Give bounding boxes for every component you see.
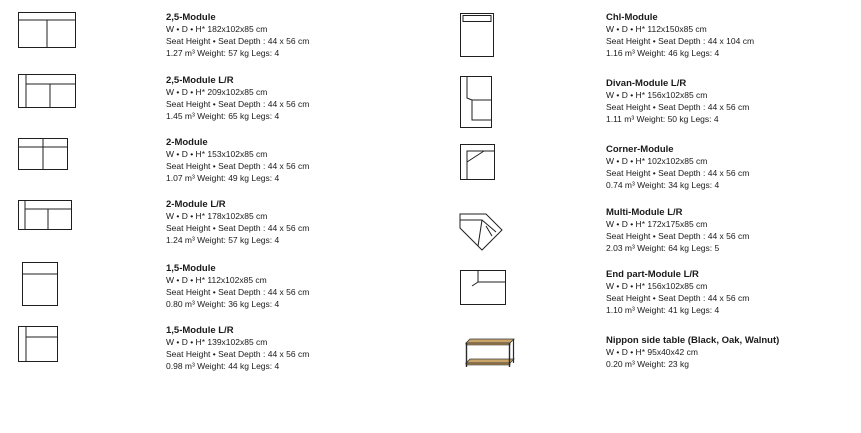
chaise-module-icon — [460, 13, 494, 57]
module-meta: 1.45 m³ Weight: 65 kg Legs: 4 — [166, 111, 280, 121]
module-dimensions: W • D • H* 156x102x85 cm — [606, 281, 708, 291]
module-seat: Seat Height • Seat Depth : 44 x 56 cm — [166, 287, 310, 297]
module-meta: 0.80 m³ Weight: 36 kg Legs: 4 — [166, 299, 280, 309]
module-meta: 1.27 m³ Weight: 57 kg Legs: 4 — [166, 48, 280, 58]
corner-module-icon — [460, 144, 495, 180]
module-name: 2,5-Module — [166, 12, 216, 23]
divan-module-icon — [460, 76, 492, 128]
module-name: Nippon side table (Black, Oak, Walnut) — [606, 335, 780, 346]
module-meta: 1.07 m³ Weight: 49 kg Legs: 4 — [166, 173, 280, 183]
module-dimensions: W • D • H* 95x40x42 cm — [606, 347, 698, 357]
module-seat: Seat Height • Seat Depth : 44 x 56 cm — [166, 36, 310, 46]
module-seat: Seat Height • Seat Depth : 44 x 56 cm — [606, 231, 750, 241]
module-entry — [440, 0, 861, 66]
module-seat: Seat Height • Seat Depth : 44 x 56 cm — [606, 168, 750, 178]
module-name: 2-Module — [166, 137, 208, 148]
module-dimensions: W • D • H* 102x102x85 cm — [606, 156, 708, 166]
module-name: Divan-Module L/R — [606, 78, 687, 89]
side-table-icon — [462, 337, 516, 369]
sofa-1-5-module-lr-icon — [18, 326, 58, 362]
module-meta: 1.10 m³ Weight: 41 kg Legs: 4 — [606, 305, 720, 315]
module-entry — [440, 264, 861, 330]
module-dimensions: W • D • H* 209x102x85 cm — [166, 87, 268, 97]
module-meta: 1.11 m³ Weight: 50 kg Legs: 4 — [606, 114, 719, 124]
module-dimensions: W • D • H* 139x102x85 cm — [166, 337, 268, 347]
module-dimensions: W • D • H* 112x150x85 cm — [606, 24, 707, 34]
end-part-module-icon — [460, 270, 506, 305]
module-entry — [0, 62, 430, 124]
module-seat: Seat Height • Seat Depth : 44 x 56 cm — [606, 293, 750, 303]
module-entry — [440, 66, 861, 132]
module-entry — [0, 312, 430, 374]
module-seat: Seat Height • Seat Depth : 44 x 56 cm — [606, 102, 750, 112]
module-seat: Seat Height • Seat Depth : 44 x 56 cm — [166, 223, 310, 233]
module-dimensions: W • D • H* 172x175x85 cm — [606, 219, 708, 229]
sofa-2-5-module-lr-icon — [18, 74, 76, 108]
module-name: 2-Module L/R — [166, 199, 226, 210]
sofa-2-5-module-icon — [18, 12, 76, 48]
module-meta: 1.24 m³ Weight: 57 kg Legs: 4 — [166, 235, 280, 245]
module-seat: Seat Height • Seat Depth : 44 x 56 cm — [166, 99, 310, 109]
module-dimensions: W • D • H* 112x102x85 cm — [166, 275, 267, 285]
module-dimensions: W • D • H* 156x102x85 cm — [606, 90, 708, 100]
module-meta: 0.74 m³ Weight: 34 kg Legs: 4 — [606, 180, 720, 190]
sofa-2-module-lr-icon — [18, 200, 72, 230]
module-entry — [440, 198, 861, 264]
module-entry — [0, 186, 430, 248]
module-name: Corner-Module — [606, 144, 674, 155]
sofa-2-module-icon — [18, 138, 68, 170]
module-dimensions: W • D • H* 178x102x85 cm — [166, 211, 268, 221]
module-entry — [440, 132, 861, 198]
module-entry — [0, 124, 430, 186]
module-name: 2,5-Module L/R — [166, 75, 234, 86]
module-entry — [0, 0, 430, 62]
module-seat: Seat Height • Seat Depth : 44 x 56 cm — [166, 349, 310, 359]
module-name: 1,5-Module — [166, 263, 216, 274]
module-meta: 2.03 m³ Weight: 64 kg Legs: 5 — [606, 243, 720, 253]
multi-module-icon — [458, 206, 504, 252]
module-dimensions: W • D • H* 182x102x85 cm — [166, 24, 268, 34]
sofa-1-5-module-icon — [22, 262, 58, 306]
module-meta: 0.98 m³ Weight: 44 kg Legs: 4 — [166, 361, 280, 371]
module-meta: 0.20 m³ Weight: 23 kg — [606, 359, 689, 369]
module-dimensions: W • D • H* 153x102x85 cm — [166, 149, 268, 159]
module-name: Multi-Module L/R — [606, 207, 683, 218]
module-name: End part-Module L/R — [606, 269, 699, 280]
module-name: 1,5-Module L/R — [166, 325, 234, 336]
module-seat: Seat Height • Seat Depth : 44 x 104 cm — [606, 36, 755, 46]
module-entry — [0, 250, 430, 312]
module-entry — [440, 330, 861, 390]
module-seat: Seat Height • Seat Depth : 44 x 56 cm — [166, 161, 310, 171]
module-name: Chl-Module — [606, 12, 658, 23]
module-meta: 1.16 m³ Weight: 46 kg Legs: 4 — [606, 48, 720, 58]
